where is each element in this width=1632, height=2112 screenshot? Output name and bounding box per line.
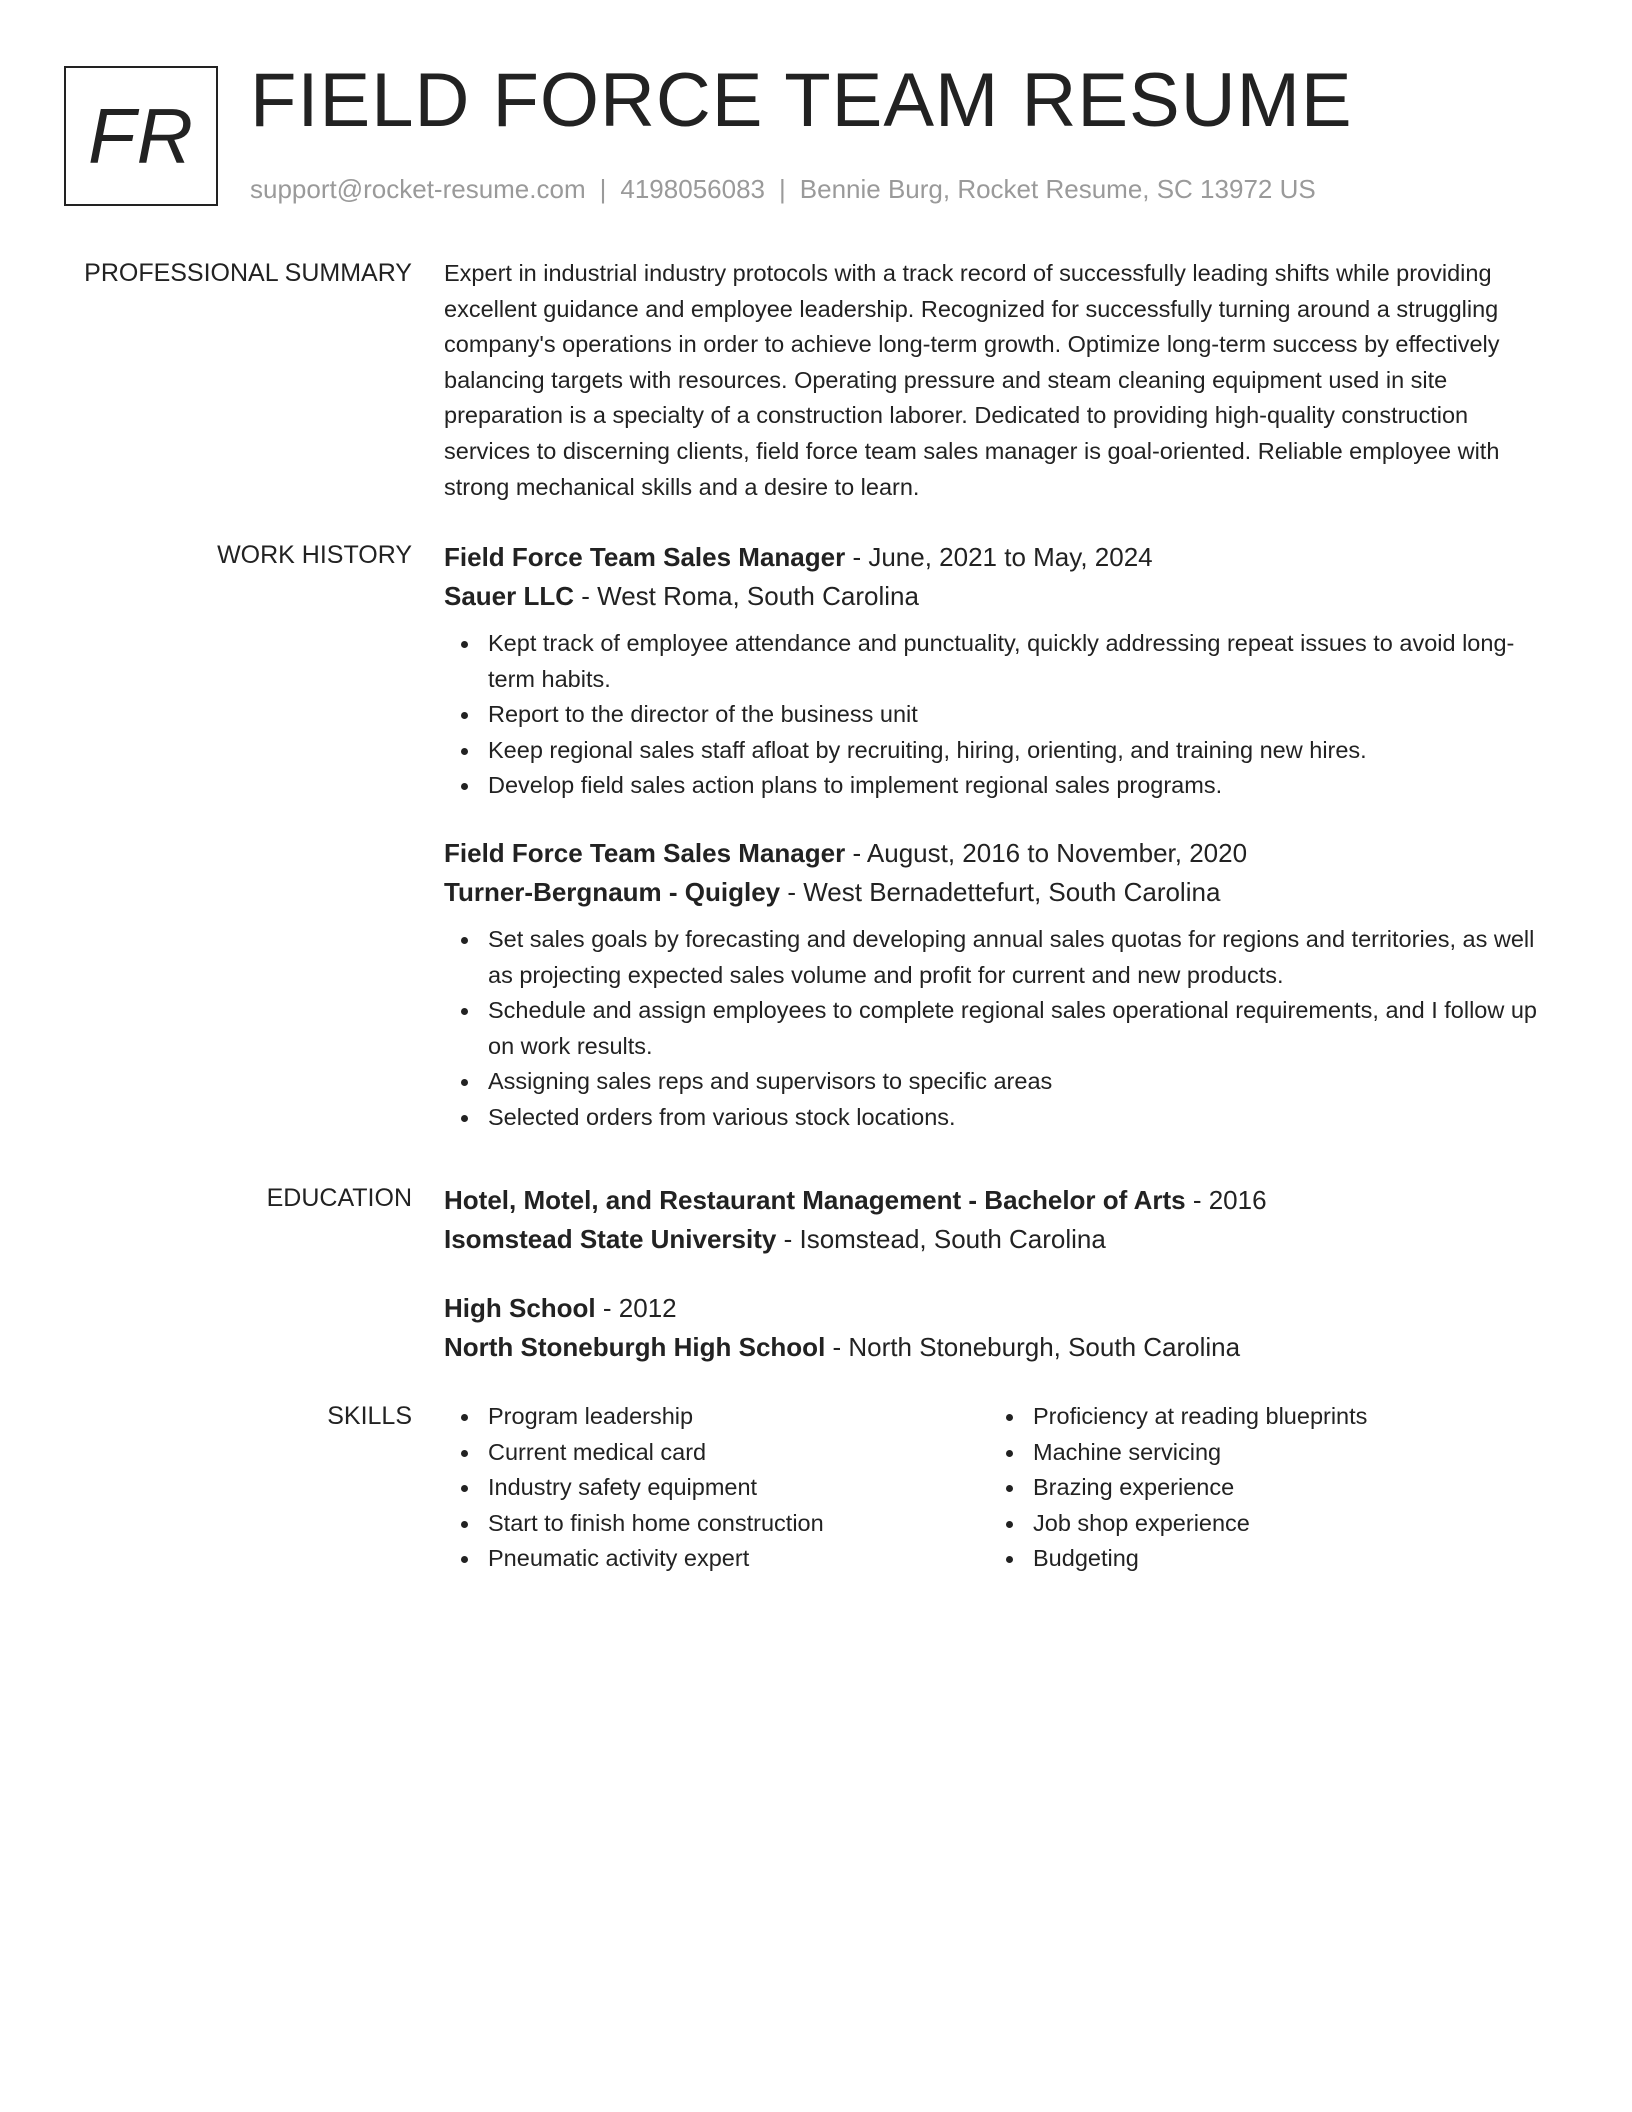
skills-column-right — [989, 1399, 1534, 1577]
list-item: Kept track of employee attendance and punctuality, quickly addressing repeat issues to avoid long-term habits. — [488, 626, 1554, 697]
company-name: Sauer LLC — [444, 581, 575, 611]
company-location: - West Bernadettefurt, South Carolina — [780, 876, 1221, 907]
list-item: Program leadership — [488, 1399, 989, 1435]
degree-name: Hotel, Motel, and Restaurant Management - Bachelor of Arts — [444, 1185, 1186, 1215]
list-item: Budgeting — [1033, 1541, 1534, 1577]
list-item: Selected orders from various stock locations. — [488, 1100, 1554, 1136]
contact-phone: 4198056083 — [620, 174, 765, 204]
list-item: Assigning sales reps and supervisors to specific areas — [488, 1064, 1554, 1100]
degree-year: - 2012 — [595, 1293, 677, 1323]
company-location: - West Roma, South Carolina — [574, 581, 919, 611]
degree-name: High School — [444, 1293, 596, 1323]
job-dates: - June, 2021 to May, 2024 — [845, 542, 1153, 572]
list-item: Machine servicing — [1033, 1435, 1534, 1471]
school-location: - North Stoneburgh, South Carolina — [825, 1332, 1241, 1362]
list-item: Report to the director of the business unit — [488, 697, 1554, 733]
list-item: Keep regional sales staff afloat by recruiting, hiring, orienting, and training new hires. — [488, 733, 1554, 769]
section-heading: WORK HISTORY — [217, 541, 412, 569]
contact-separator: | — [779, 174, 786, 204]
company-line — [444, 873, 1554, 912]
job-title-line — [444, 538, 1554, 577]
school-line — [444, 1328, 1554, 1367]
job-title-line — [444, 834, 1554, 873]
section-heading: EDUCATION — [266, 1184, 412, 1212]
monogram-logo: FR — [64, 66, 218, 206]
company-name: Turner-Bergnaum - Quigley — [444, 876, 781, 907]
list-item: Industry safety equipment — [488, 1470, 989, 1506]
job-dates: - August, 2016 to November, 2020 — [845, 837, 1248, 868]
section-heading: PROFESSIONAL SUMMARY — [84, 259, 412, 287]
list-item: Develop field sales action plans to implement regional sales programs. — [488, 768, 1554, 804]
degree-year: - 2016 — [1185, 1185, 1267, 1215]
degree-line — [444, 1289, 1554, 1328]
page-title: FIELD FORCE TEAM RESUME — [250, 58, 1353, 143]
work-history-body — [444, 538, 1554, 1166]
list-item: Proficiency at reading blueprints — [1033, 1399, 1534, 1435]
list-item: Schedule and assign employees to complete regional sales operational requirements, and I follow up on work results. — [488, 993, 1554, 1064]
summary-text: Expert in industrial industry protocols with a track record of successfully leading shifts while providing excellent guidance and employee leadership. Recognized for successfully turning around a struggling company's operations in order to achieve long-term growth. Optimize long-term success by effectively balancing targets with resources. Operating pressure and steam cleaning equipment used in site preparation is a specialty of a construction laborer. Dedicated to providing high-quality construction services to discerning clients, field force team sales manager is goal-oriented. Reliable employee with strong mechanical skills and a desire to learn. — [444, 260, 1500, 500]
contact-address: Bennie Burg, Rocket Resume, SC 13972 US — [799, 174, 1316, 204]
work-entry — [444, 538, 1554, 804]
school-name: North Stoneburgh High School — [444, 1332, 826, 1362]
education-body — [444, 1181, 1554, 1397]
summary-body — [444, 256, 1554, 505]
education-entry — [444, 1181, 1554, 1259]
education-entry — [444, 1289, 1554, 1367]
list-item: Current medical card — [488, 1435, 989, 1471]
school-location: - Isomstead, South Carolina — [776, 1224, 1106, 1254]
list-item: Brazing experience — [1033, 1470, 1534, 1506]
job-title: Field Force Team Sales Manager — [444, 837, 846, 868]
list-item: Job shop experience — [1033, 1506, 1534, 1542]
list-item: Start to finish home construction — [488, 1506, 989, 1542]
degree-line — [444, 1181, 1554, 1220]
work-entry — [444, 834, 1554, 1136]
skills-body — [444, 1399, 1554, 1577]
contact-email: support@rocket-resume.com — [250, 174, 586, 204]
contact-line — [250, 172, 1316, 206]
skills-list — [989, 1399, 1534, 1577]
skills-list — [444, 1399, 989, 1577]
list-item: Pneumatic activity expert — [488, 1541, 989, 1577]
school-name: Isomstead State University — [444, 1224, 777, 1254]
contact-separator: | — [599, 174, 607, 204]
section-heading: SKILLS — [327, 1402, 412, 1430]
job-duties-list — [444, 922, 1554, 1136]
job-title: Field Force Team Sales Manager — [444, 542, 846, 572]
skills-columns — [444, 1399, 1554, 1577]
company-line — [444, 577, 1554, 616]
school-line — [444, 1220, 1554, 1259]
job-duties-list — [444, 626, 1554, 804]
skills-column-left — [444, 1399, 989, 1577]
list-item: Set sales goals by forecasting and developing annual sales quotas for regions and territories, as well as projecting expected sales volume and profit for current and new products. — [488, 922, 1554, 993]
